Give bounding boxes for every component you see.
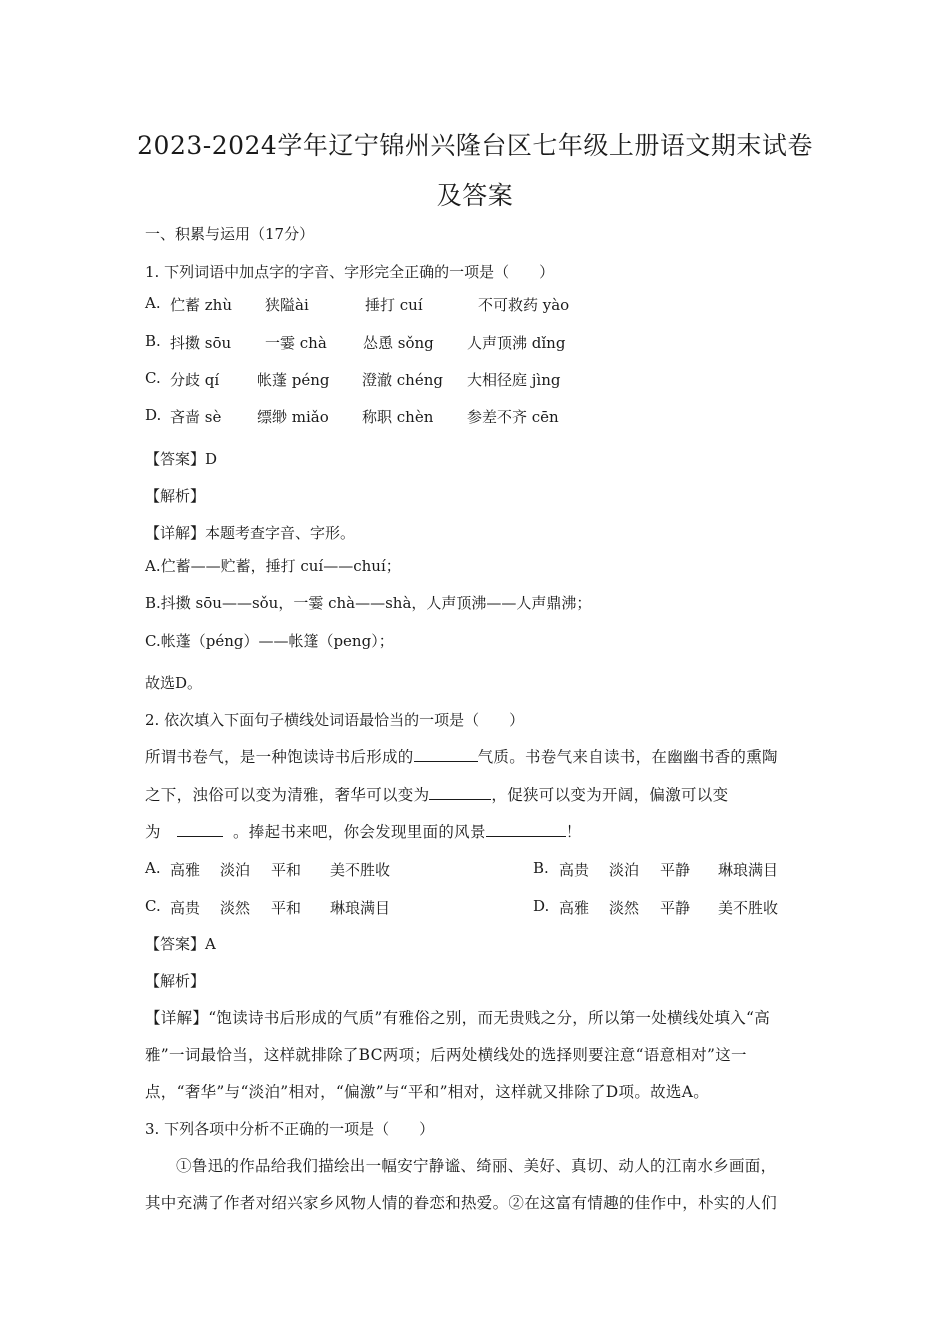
q1-option-c (145, 369, 825, 389)
option-word: 琳琅满目 (330, 899, 391, 917)
option-word: 美不胜收 (330, 861, 391, 879)
q2-detail-line3: 点，“奢华”与“淡泊”相对，“偏激”与“平和”相对，这样就又排除了D项。故选A。 (145, 1083, 710, 1101)
q1-detail-b: B.抖擞 sōu——sǒu，一霎 chà——shà，人声顶沸——人声鼎沸； (145, 594, 592, 612)
option-word: 平和 (271, 861, 302, 879)
option-word: 澄澈 chéng (362, 371, 443, 389)
option-word: 高贵 (170, 899, 201, 917)
option-word: 称职 chèn (362, 408, 434, 426)
option-letter: A. (145, 859, 161, 877)
option-word: 平和 (271, 899, 302, 917)
q1-detail: 【详解】本题考查字音、字形。 (145, 524, 356, 542)
option-word: 淡然 (220, 899, 251, 917)
q2-options-row2 (145, 897, 825, 917)
option-letter: C. (145, 369, 161, 387)
option-word: 一霎 chà (265, 334, 327, 352)
option-word: 缥缈 miǎo (257, 408, 329, 426)
q2-answer: 【答案】A (145, 935, 216, 953)
page-title-line2: 及答案 (436, 181, 514, 210)
q2-passage-line2 (145, 785, 728, 805)
q2-passage-line3 (145, 822, 582, 842)
q3-passage-line2: 其中充满了作者对绍兴家乡风物人情的眷恋和热爱。②在这富有情趣的佳作中，朴实的人们 (145, 1194, 778, 1212)
q2-text: ，促狭可以变为开阔，偏激可以变 (491, 786, 729, 804)
option-letter: B. (533, 859, 549, 877)
q1-detail-a: A.伫蓄——贮蓄，捶打 cuí——chuí； (145, 557, 401, 575)
option-word: 琳琅满目 (718, 861, 779, 879)
q2-detail-line1: 【详解】“饱读诗书后形成的气质”有雅俗之别，而无贵贱之分，所以第一处横线处填入“高 (145, 1009, 771, 1027)
option-word: 不可救药 yào (478, 296, 570, 314)
question-3-stem: 3. 下列各项中分析不正确的一项是（ ） (145, 1120, 435, 1138)
q2-analysis-label: 【解析】 (145, 972, 206, 990)
option-word: 淡泊 (220, 861, 251, 879)
q2-text: 为 (145, 823, 161, 841)
q2-detail-line2: 雅”一词最恰当，这样就排除了BC两项；后两处横线处的选择则要注意“语意相对”这一 (145, 1046, 747, 1064)
q1-conclusion: 故选D。 (145, 674, 203, 692)
option-word: 吝啬 sè (170, 408, 222, 426)
option-letter: D. (145, 406, 162, 424)
option-word: 分歧 qí (170, 371, 220, 389)
option-word: 怂恿 sǒng (363, 334, 434, 352)
fill-blank-2 (429, 785, 491, 800)
q2-passage-line1 (145, 747, 778, 767)
q1-option-b (145, 332, 825, 352)
option-word: 淡泊 (609, 861, 640, 879)
q1-analysis-label: 【解析】 (145, 487, 206, 505)
q1-detail-c: C.帐蓬（péng）——帐篷（peng）； (145, 632, 394, 650)
option-word: 人声顶沸 dǐng (467, 334, 566, 352)
q2-text: 。捧起书来吧，你会发现里面的风景 (232, 823, 486, 841)
q1-answer: 【答案】D (145, 450, 218, 468)
option-letter: A. (145, 294, 161, 312)
option-word: 淡然 (609, 899, 640, 917)
option-word: 大相径庭 jìng (467, 371, 561, 389)
option-letter: D. (533, 897, 550, 915)
option-word: 参差不齐 cēn (467, 408, 559, 426)
option-word: 帐蓬 péng (257, 371, 330, 389)
option-letter: B. (145, 332, 161, 350)
q3-passage-line1: ①鲁迅的作品给我们描绘出一幅安宁静谧、绮丽、美好、真切、动人的江南水乡画面， (176, 1157, 777, 1175)
option-letter: C. (145, 897, 161, 915)
option-word: 伫蓄 zhù (170, 296, 232, 314)
q1-option-a (145, 294, 825, 314)
fill-blank-3 (177, 822, 223, 837)
q2-text: ！ (565, 823, 582, 841)
option-word: 狭隘ài (265, 296, 309, 314)
q2-options-row1 (145, 859, 825, 879)
q2-text: 所谓书卷气，是一种饱读诗书后形成的 (145, 748, 414, 766)
option-word: 抖擞 sōu (170, 334, 232, 352)
option-word: 平静 (660, 899, 691, 917)
option-word: 高雅 (170, 861, 201, 879)
option-word: 美不胜收 (718, 899, 779, 917)
option-word: 平静 (660, 861, 691, 879)
fill-blank-4 (486, 822, 566, 837)
page-title-line1: 2023-2024学年辽宁锦州兴隆台区七年级上册语文期末试卷 (137, 131, 813, 160)
q2-text: 之下，浊俗可以变为清雅，奢华可以变为 (145, 786, 430, 804)
option-word: 高贵 (559, 861, 590, 879)
fill-blank-1 (414, 747, 478, 762)
section-heading: 一、积累与运用（17分） (145, 225, 315, 243)
question-1-stem: 1. 下列词语中加点字的字音、字形完全正确的一项是（ ） (145, 263, 555, 281)
option-word: 高雅 (559, 899, 590, 917)
question-2-stem: 2. 依次填入下面句子横线处词语最恰当的一项是（ ） (145, 711, 525, 729)
q1-option-d (145, 406, 825, 426)
option-word: 捶打 cuí (365, 296, 423, 314)
q2-text: 气质。书卷气来自读书，在幽幽书香的熏陶 (477, 748, 778, 766)
